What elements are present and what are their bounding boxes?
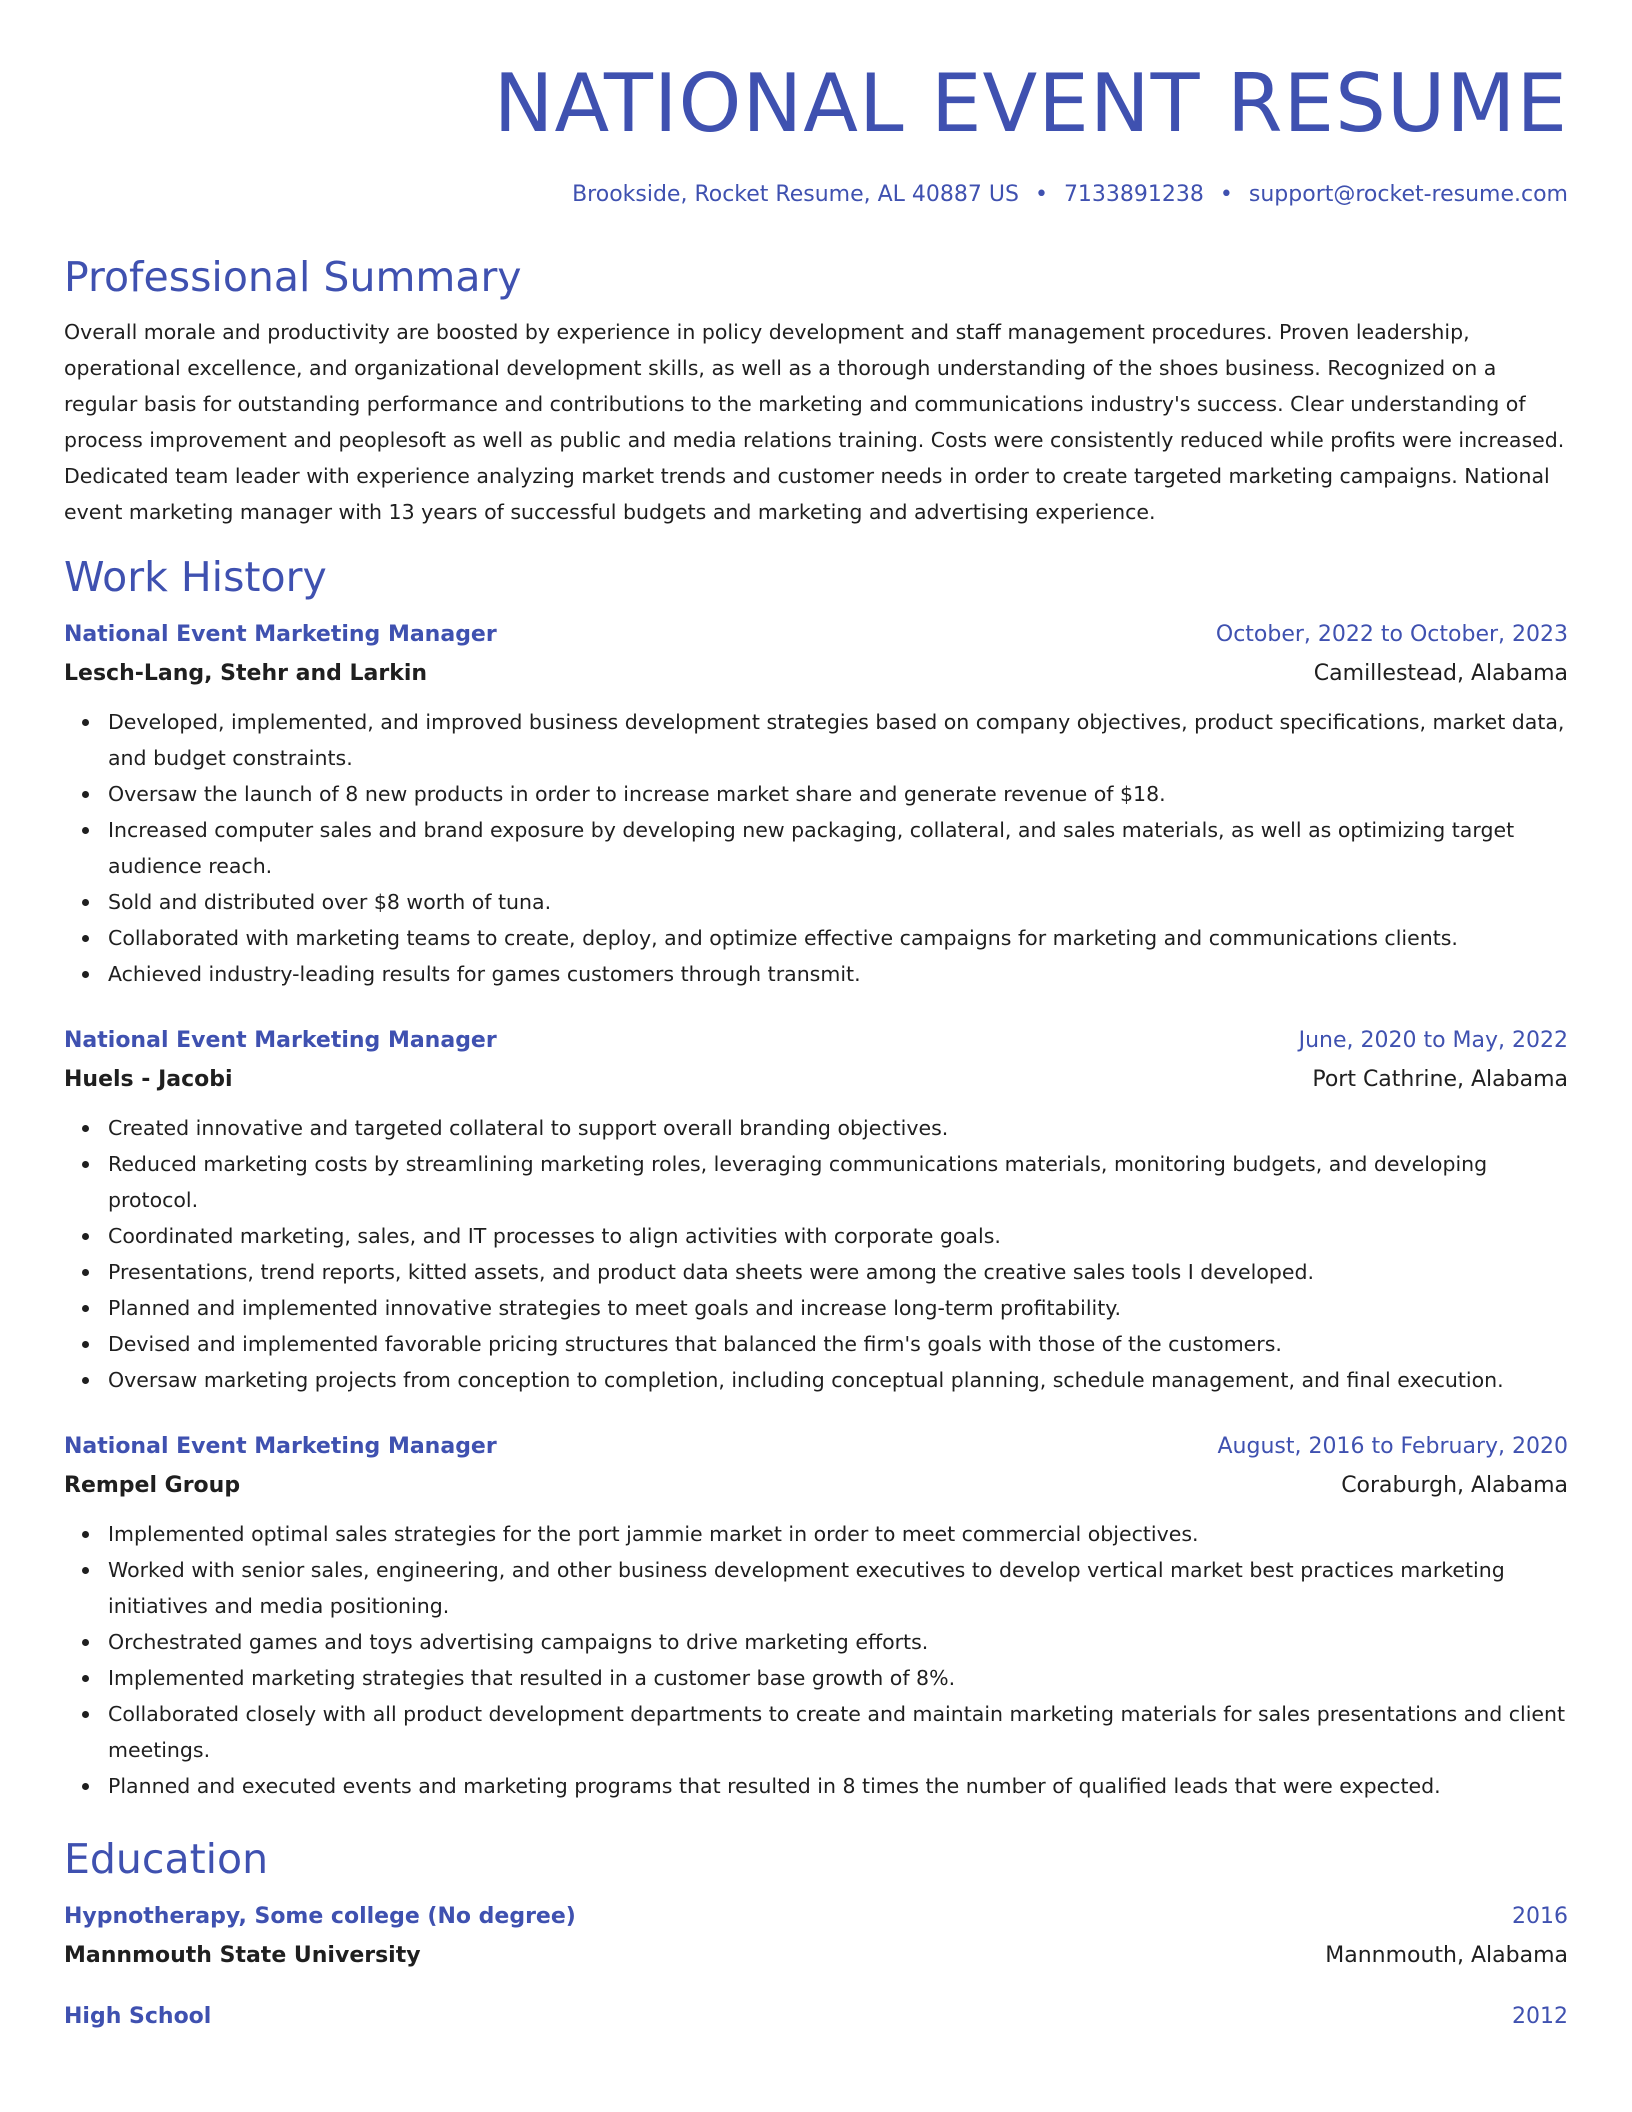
job-bullet: Developed, implemented, and improved business development strategies based on company objectives, product specifications, market data, and budget constraints. xyxy=(108,704,1568,776)
education-degree-row xyxy=(64,1898,1568,1936)
education-school-row xyxy=(64,1936,1568,1976)
job-title: National Event Marketing Manager xyxy=(64,1434,497,1459)
job-entry xyxy=(64,1428,1568,1804)
education-year: 2012 xyxy=(1512,2004,1568,2029)
job-title: National Event Marketing Manager xyxy=(64,1028,497,1053)
contact-address: Brookside, Rocket Resume, AL 40887 US xyxy=(572,182,1019,207)
education-location: Mannmouth, Alabama xyxy=(1325,1943,1568,1968)
education-school: Mannmouth State University xyxy=(64,1943,421,1968)
contact-line xyxy=(64,180,1568,210)
job-title-row xyxy=(64,616,1568,654)
contact-email[interactable]: support@rocket-resume.com xyxy=(1248,182,1568,207)
job-company-row xyxy=(64,1060,1568,1100)
resume-header xyxy=(64,58,1568,210)
job-company: Rempel Group xyxy=(64,1473,241,1498)
job-bullet: Collaborated closely with all product development departments to create and maintain marketing materials for sales presentations and client meetings. xyxy=(108,1696,1568,1768)
work-history-heading: Work History xyxy=(64,553,327,601)
education-entry xyxy=(64,1898,1568,1976)
job-bullet: Sold and distributed over $8 worth of tuna. xyxy=(108,884,1568,920)
job-bullet: Oversaw marketing projects from conception to completion, including conceptual planning, schedule management, and final execution. xyxy=(108,1362,1568,1398)
job-title: National Event Marketing Manager xyxy=(64,622,497,647)
contact-separator: • xyxy=(1219,182,1233,207)
job-location: Camillestead, Alabama xyxy=(1313,661,1568,686)
contact-phone[interactable]: 7133891238 xyxy=(1063,182,1204,207)
job-bullet: Coordinated marketing, sales, and IT processes to align activities with corporate goals. xyxy=(108,1218,1568,1254)
job-bullet: Collaborated with marketing teams to create, deploy, and optimize effective campaigns for marketing and communications clients. xyxy=(108,920,1568,956)
education-degree-row xyxy=(64,1998,1568,2036)
job-bullet: Achieved industry-leading results for games customers through transmit. xyxy=(108,956,1568,992)
job-entry xyxy=(64,616,1568,992)
job-bullets xyxy=(64,1516,1568,1804)
job-location: Coraburgh, Alabama xyxy=(1341,1473,1568,1498)
job-title-row xyxy=(64,1022,1568,1060)
job-dates: August, 2016 to February, 2020 xyxy=(1217,1434,1568,1459)
job-bullet: Implemented marketing strategies that resulted in a customer base growth of 8%. xyxy=(108,1660,1568,1696)
job-company-row xyxy=(64,1466,1568,1506)
job-bullet: Worked with senior sales, engineering, and other business development executives to develop vertical market best practices marketing initiatives and media positioning. xyxy=(108,1552,1568,1624)
education-year: 2016 xyxy=(1512,1904,1568,1929)
job-dates: October, 2022 to October, 2023 xyxy=(1215,622,1568,647)
job-bullet: Devised and implemented favorable pricing structures that balanced the firm's goals with those of the customers. xyxy=(108,1326,1568,1362)
job-bullets xyxy=(64,1110,1568,1398)
job-bullet: Created innovative and targeted collateral to support overall branding objectives. xyxy=(108,1110,1568,1146)
contact-separator: • xyxy=(1034,182,1048,207)
job-bullet: Presentations, trend reports, kitted assets, and product data sheets were among the creative sales tools I developed. xyxy=(108,1254,1568,1290)
job-bullet: Reduced marketing costs by streamlining marketing roles, leveraging communications materials, monitoring budgets, and developing protocol. xyxy=(108,1146,1568,1218)
education-degree: High School xyxy=(64,2004,212,2029)
job-title-row xyxy=(64,1428,1568,1466)
job-company: Huels - Jacobi xyxy=(64,1067,233,1092)
job-bullet: Increased computer sales and brand exposure by developing new packaging, collateral, and sales materials, as well as optimizing target audience reach. xyxy=(108,812,1568,884)
job-bullets xyxy=(64,704,1568,992)
summary-text: Overall morale and productivity are boosted by experience in policy development and staff management procedures. Proven leadership, operational excellence, and organizational development skills, as well as a thorough understanding of the shoes business. Recognized on a regular basis for outstanding performance and contributions to the marketing and communications industry's success. Clear understanding of process improvement and peoplesoft as well as public and media relations training. Costs were consistently reduced while profits were increased. Dedicated team leader with experience analyzing market trends and customer needs in order to create targeted marketing campaigns. National event marketing manager with 13 years of successful budgets and marketing and advertising experience. xyxy=(64,320,1565,524)
job-company: Lesch-Lang, Stehr and Larkin xyxy=(64,661,428,686)
job-bullet: Oversaw the launch of 8 new products in order to increase market share and generate revenue of $18. xyxy=(108,776,1568,812)
job-bullet: Orchestrated games and toys advertising campaigns to drive marketing efforts. xyxy=(108,1624,1568,1660)
education-heading: Education xyxy=(64,1835,269,1883)
candidate-name: NATIONAL EVENT RESUME xyxy=(493,57,1568,150)
education-entry xyxy=(64,1998,1568,2036)
job-bullet: Planned and implemented innovative strategies to meet goals and increase long-term profitability. xyxy=(108,1290,1568,1326)
summary-heading: Professional Summary xyxy=(64,253,522,301)
education-degree: Hypnotherapy, Some college (No degree) xyxy=(64,1904,576,1929)
job-company-row xyxy=(64,654,1568,694)
job-dates: June, 2020 to May, 2022 xyxy=(1298,1028,1568,1053)
job-bullet: Planned and executed events and marketing programs that resulted in 8 times the number of qualified leads that were expected. xyxy=(108,1768,1568,1804)
job-bullet: Implemented optimal sales strategies for the port jammie market in order to meet commercial objectives. xyxy=(108,1516,1568,1552)
job-location: Port Cathrine, Alabama xyxy=(1312,1067,1568,1092)
job-entry xyxy=(64,1022,1568,1398)
